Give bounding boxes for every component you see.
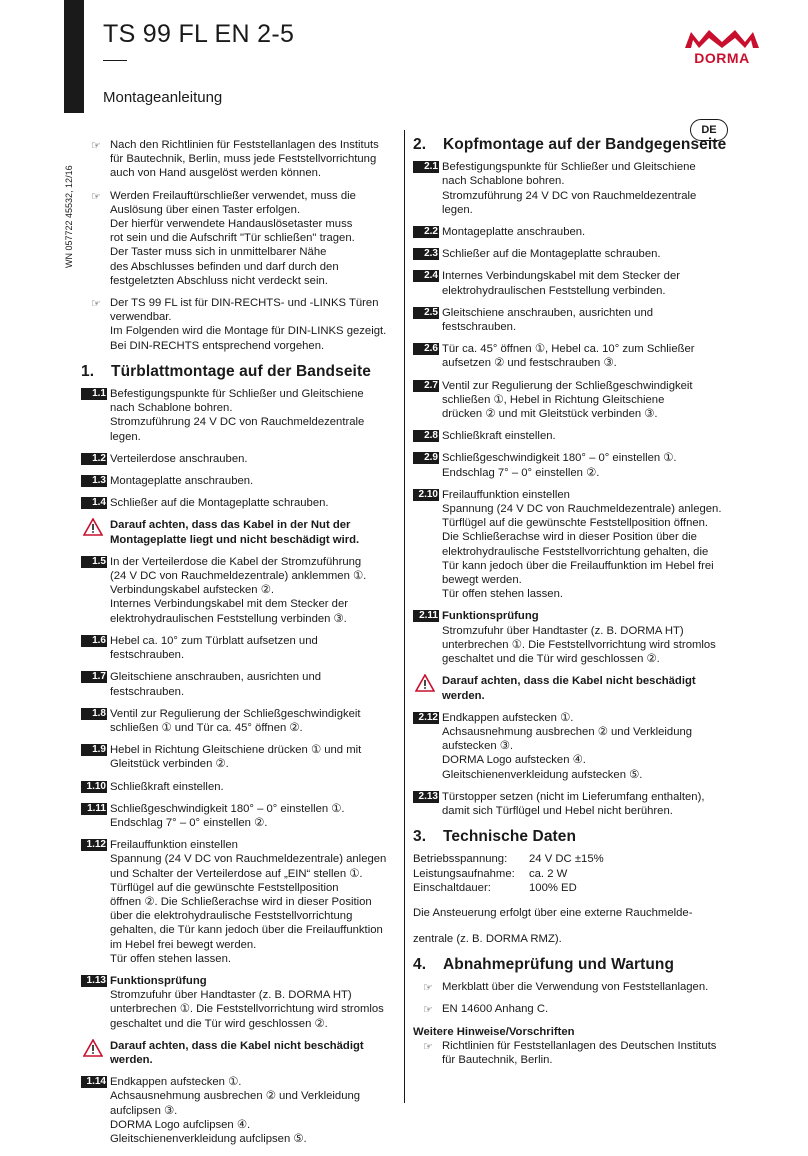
text-line: Gleitschiene anschrauben, ausrichten und [110,671,322,684]
page-subtitle: Montageanleitung [103,89,223,106]
text-line: Gleitschiene anschrauben, ausrichten und [442,306,654,319]
warning-note [413,674,729,702]
text-line: verwendbar. [110,311,172,324]
text-line: Tür kann jedoch über die Freilauffunktion im Hebel frei [442,559,714,572]
section-heading [413,830,729,844]
section-number: 4. [413,955,427,973]
section-heading [413,955,729,973]
step-number-badge: 1.1 [81,388,107,400]
text-line: DORMA Logo aufclipsen ④. [110,1118,251,1131]
step-number-badge: 1.13 [81,975,107,987]
step-item [81,707,393,735]
step-item [413,247,729,261]
further-notes-heading: Weitere Hinweise/Vorschriften [413,1025,575,1038]
step-number-badge: 1.7 [81,671,107,683]
tech-value: 100% ED [529,881,577,894]
tech-data-row [413,852,729,866]
note-item [81,296,393,353]
hand-pointer-icon: ☞ [91,140,101,152]
step-item [81,670,393,698]
step-heading: Funktionsprüfung [110,974,207,987]
text-line: EN 14600 Anhang C. [442,1003,549,1016]
text-line: Die Ansteuerung erfolgt über eine externe Rauchmelde- [413,907,693,920]
text-line: Spannung (24 V DC von Rauchmeldezentrale) anlegen. [442,503,722,516]
text-line: zentrale (z. B. DORMA RMZ). [413,932,562,945]
text-line: über die elektrohydraulische Feststellvorrichtung [110,910,353,923]
text-line: Hebel ca. 10° zum Türblatt aufsetzen und [110,634,318,647]
step-item [413,160,729,217]
tech-value: ca. 2 W [529,867,568,880]
text-line: Stromzufuhr über Handtaster (z. B. DORMA HT) [110,989,352,1002]
text-line: Schließer auf die Montageplatte schrauben. [110,497,329,510]
step-number-badge: 2.2 [413,226,439,238]
tech-data-row [413,867,729,881]
text-line: nach Schablone bohren. [110,402,233,415]
text-line: Stromzufuhr über Handtaster (z. B. DORMA HT) [442,624,684,637]
brand-name: DORMA [694,50,750,66]
step-item [81,474,393,488]
text-line: für Bautechnik, Berlin, muss jede Feststellvorrichtung [110,153,377,166]
text-line: legen. [110,430,141,443]
text-line: Nach den Richtlinien für Feststellanlagen des Instituts [110,139,379,151]
text-line: für Bautechnik, Berlin. [442,1053,553,1066]
document-number-text: WN 057722 45532, 12/16 [64,165,74,268]
tech-note [413,906,729,946]
text-line: nach Schablone bohren. [442,175,565,188]
text-line: Internes Verbindungskabel mit dem Stecker der [442,270,680,283]
text-line: Endschlag 7° – 0° einstellen ②. [110,816,268,829]
title-rule [103,60,127,61]
text-line: Schließgeschwindigkeit 180° – 0° einstellen ①. [110,802,345,815]
side-bar [64,0,84,113]
tech-key: Leistungsaufnahme: [413,867,515,880]
step-number-badge: 2.7 [413,380,439,392]
text-line: Montageplatte anschrauben. [110,475,254,488]
step-item [413,609,729,666]
text-line: Gleitstück verbinden ②. [110,758,229,771]
step-item [81,452,393,466]
step-item [413,269,729,297]
text-line: elektrohydraulischen Feststellung verbinden ③. [110,612,347,625]
section-number: 1. [81,362,95,380]
note-item [81,138,393,181]
step-number-badge: 1.9 [81,744,107,756]
step-item [413,225,729,239]
step-item [81,743,393,771]
step-item [81,555,393,626]
step-item [413,451,729,479]
text-line: geschaltet und die Tür wird geschlossen ②. [110,1017,328,1030]
step-item [413,711,729,782]
text-line: Merkblatt über die Verwendung von Feststellanlagen. [442,981,709,994]
section-heading [81,362,393,380]
step-number-badge: 2.3 [413,248,439,260]
hand-pointer-icon: ☞ [423,1004,433,1017]
step-number-badge: 2.9 [413,452,439,464]
warning-triangle-icon [83,1039,103,1057]
text-line: des Abschlusses befinden und darf durch den [110,260,339,273]
text-line: Montageplatte liegt und nicht beschädigt wird. [110,533,360,546]
hand-pointer-icon: ☞ [91,190,101,203]
column-divider [404,130,405,1103]
step-item [81,780,393,794]
step-number-badge: 2.11 [413,610,439,622]
text-line: Tür offen stehen lassen. [110,952,231,965]
page-title: TS 99 FL EN 2-5 [103,20,295,48]
section-number: 2. [413,136,427,153]
text-line: Endkappen aufstecken ①. [110,1076,242,1089]
text-line: Verteilerdose anschrauben. [110,452,248,465]
text-line: Schließgeschwindigkeit 180° – 0° einstellen ①. [442,452,677,465]
text-line: legen. [442,203,473,216]
warning-triangle-icon [415,674,435,692]
text-line: festgeletzten Abschluss nicht verdeckt sein. [110,274,328,287]
step-number-badge: 2.13 [413,791,439,803]
text-line: aufclipsen ③. [110,1104,178,1117]
text-line: Befestigungspunkte für Schließer und Gleitschiene [110,388,364,401]
warning-note [81,1039,393,1067]
text-line: Die Schließerachse wird in dieser Position über die [442,531,697,544]
step-item [81,1075,393,1146]
text-line: Hebel in Richtung Gleitschiene drücken ① und mit [110,744,362,757]
text-line: unterbrechen ①. Die Feststellvorrichtung wird stromlos [110,1003,384,1016]
text-line: im Hebel frei bewegt werden. [110,938,257,951]
right-column [413,138,729,1075]
note-item [413,1039,729,1067]
text-line: Verbindungskabel aufstecken ②. [110,584,274,597]
text-line: elektrohydraulische Feststellvorrichtung gehalten, die [442,545,709,558]
step-item [81,387,393,444]
text-line: In der Verteilerdose die Kabel der Stromzuführung [110,555,362,568]
text-line: Gleitschienenverkleidung aufclipsen ⑤. [110,1132,307,1145]
text-line: Auslösung über einen Taster erfolgen. [110,203,301,216]
text-line: DORMA Logo aufstecken ④. [442,754,586,767]
hand-pointer-icon: ☞ [91,298,101,311]
document-number [64,165,74,268]
text-line: bewegt werden. [442,574,522,587]
step-item [81,974,393,1031]
text-line: Tür ca. 45° öffnen ①, Hebel ca. 10° zum Schließer [442,343,695,356]
text-line: unterbrechen ①. Die Feststellvorrichtung wird stromlos [442,638,716,651]
step-item [413,790,729,818]
tech-value: 24 V DC ±15% [529,853,604,866]
step-number-badge: 2.8 [413,430,439,442]
text-line: Stromzuführung 24 V DC von Rauchmeldezentrale [442,189,697,202]
text-line: Darauf achten, dass die Kabel nicht beschädigt [110,1039,364,1052]
step-number-badge: 1.4 [81,497,107,509]
text-line: Gleitschienenverkleidung aufstecken ⑤. [442,768,643,781]
step-item [413,429,729,443]
text-line: Achsausnehmung ausbrechen ② und Verkleidung [442,725,693,738]
section-title: Abnahmeprüfung und Wartung [443,955,675,973]
section-title: Kopfmontage auf der Bandgegenseite [443,136,727,153]
step-number-badge: 1.12 [81,839,107,851]
text-line: Spannung (24 V DC von Rauchmeldezentrale) anlegen [110,853,387,866]
tech-data-row [413,881,729,895]
text-line: Der TS 99 FL ist für DIN-RECHTS- und -LINKS Türen [110,297,379,310]
hand-pointer-icon: ☞ [423,982,433,995]
step-number-badge: 1.2 [81,453,107,465]
hand-pointer-icon: ☞ [423,1040,433,1053]
step-item [413,488,729,602]
text-line: werden. [110,1053,153,1066]
step-number-badge: 1.14 [81,1076,107,1088]
text-line: Tür offen stehen lassen. [442,588,563,601]
step-item [413,379,729,422]
text-line: schließen ① und Tür ca. 45° öffnen ②. [110,721,303,734]
text-line: Montageplatte anschrauben. [442,226,586,239]
text-line: aufstecken ③. [442,740,514,753]
section-title: Technische Daten [443,828,577,846]
step-number-badge: 2.10 [413,489,439,501]
text-line: Werden Freilauftürschließer verwendet, muss die [110,189,356,202]
language-badge: DE [690,119,728,141]
note-item [413,980,729,994]
text-line: geschaltet und die Tür wird geschlossen ②. [442,653,660,666]
step-number-badge: 1.3 [81,475,107,487]
section-heading [413,138,729,152]
text-line: auch von Hand ausgelöst werden können. [110,167,322,180]
text-line: Endschlag 7° – 0° einstellen ②. [442,466,600,479]
text-line: damit sich Türflügel und Hebel nicht berühren. [442,804,673,817]
text-line: festschrauben. [110,649,185,662]
step-number-badge: 2.4 [413,270,439,282]
text-line: Im Folgenden wird die Montage für DIN-LINKS gezeigt. [110,325,387,338]
step-number-badge: 1.5 [81,556,107,568]
text-line: festschrauben. [442,321,517,334]
tech-key: Einschaltdauer: [413,881,491,894]
warning-triangle-icon [83,518,103,536]
text-line: Türflügel auf die gewünschte Feststellposition öffnen. [442,517,709,530]
text-line: Türflügel auf die gewünschte Feststellposition [110,881,339,894]
text-line: (24 V DC von Rauchmeldezentrale) anklemmen ①. [110,570,367,583]
text-line: Darauf achten, dass das Kabel in der Nut der [110,519,351,532]
text-line: gehalten, die Tür kann jedoch über die Freilauffunktion [110,924,383,937]
text-line: aufsetzen ② und festschrauben ③. [442,357,617,370]
step-item [81,496,393,510]
left-column [81,138,393,1154]
step-number-badge: 2.5 [413,307,439,319]
text-line: Ventil zur Regulierung der Schließgeschwindigkeit [110,707,361,720]
text-line: Freilauffunktion einstellen [442,488,570,501]
text-line: Endkappen aufstecken ①. [442,711,574,724]
text-line: Schließer auf die Montageplatte schrauben. [442,248,661,261]
step-number-badge: 2.6 [413,343,439,355]
text-line: Bei DIN-RECHTS entsprechend vorgehen. [110,339,325,352]
step-item [81,634,393,662]
step-item [413,306,729,334]
step-item [413,342,729,370]
text-line: rot sein und die Aufschrift "Tür schließen" tragen. [110,232,355,245]
text-line: Schließkraft einstellen. [110,780,224,793]
text-line: festschrauben. [110,685,185,698]
step-number-badge: 1.6 [81,635,107,647]
text-line: Internes Verbindungskabel mit dem Stecker der [110,598,348,611]
text-line: Türstopper setzen (nicht im Lieferumfang enthalten), [442,790,705,803]
step-number-badge: 1.10 [81,781,107,793]
text-line: Ventil zur Regulierung der Schließgeschwindigkeit [442,379,693,392]
step-item [81,802,393,830]
text-line: Freilauffunktion einstellen [110,839,238,852]
step-heading: Funktionsprüfung [442,610,539,623]
note-item [81,189,393,288]
crown-icon [683,28,761,52]
text-line: Richtlinien für Feststellanlagen des Deutschen Instituts [442,1039,717,1052]
step-number-badge: 2.12 [413,712,439,724]
step-number-badge: 1.11 [81,803,107,815]
step-item [81,838,393,966]
text-line: Der Taster muss sich in unmittelbarer Nähe [110,246,327,259]
dorma-logo [683,28,763,70]
tech-key: Betriebsspannung: [413,853,508,866]
section-number: 3. [413,828,427,846]
text-line: Der hierfür verwendete Handauslösetaster muss [110,218,353,231]
text-line: drücken ② und mit Gleitstück verbinden ③. [442,408,658,421]
text-line: Befestigungspunkte für Schließer und Gleitschiene [442,161,696,174]
text-line: Stromzuführung 24 V DC von Rauchmeldezentrale [110,416,365,429]
text-line: werden. [442,689,485,702]
text-line: und Schalter der Verteilerdose auf „EIN“ stellen ①. [110,867,363,880]
section-title: Türblattmontage auf der Bandseite [111,362,371,380]
text-line: Achsausnehmung ausbrechen ② und Verkleidung [110,1090,361,1103]
note-item [413,1002,729,1016]
text-line: Schließkraft einstellen. [442,430,556,443]
text-line: elektrohydraulischen Feststellung verbinden. [442,284,666,297]
step-number-badge: 2.1 [413,161,439,173]
warning-note [81,518,393,546]
step-number-badge: 1.8 [81,708,107,720]
text-line: schließen ①, Hebel in Richtung Gleitschiene [442,393,665,406]
text-line: Darauf achten, dass die Kabel nicht beschädigt [442,675,696,688]
text-line: öffnen ②. Die Schließerachse wird in dieser Position [110,895,372,908]
